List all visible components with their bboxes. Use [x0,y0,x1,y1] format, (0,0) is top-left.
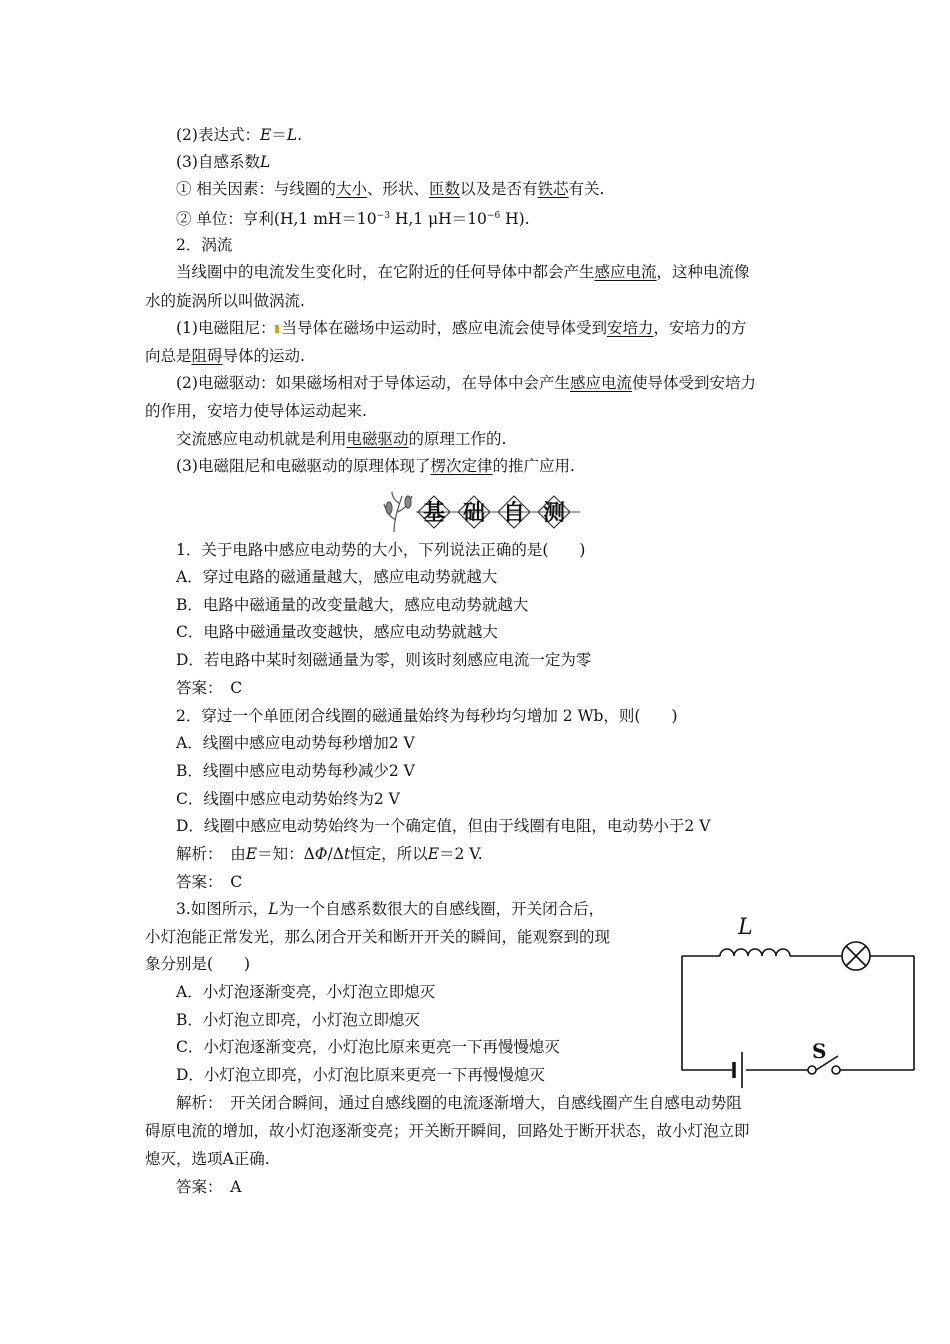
damping-line1: (1)电磁阻尼： 当导体在磁场中运动时，感应电流会使导体受到安培力，安培力的方 [176,319,747,337]
eddy-paragraph-line2: 水的旋涡所以叫做涡流. [145,292,305,310]
plant-decoration-icon [384,492,412,532]
q2-answer: 答案： C [176,873,243,891]
q3-analysis-line2: 碍原电流的增加，故小灯泡逐渐变亮；开关断开瞬间，回路处于断开状态，故小灯泡立即 [145,1122,750,1140]
section-banner-basic-self-test [380,490,585,534]
inductor-label: L [738,915,753,940]
lamp-icon [842,942,870,970]
q3-option-a: A．小灯泡逐渐变亮，小灯泡立即熄灭 [176,983,436,1001]
inductor-icon [720,949,790,956]
banner-char: 础 [462,500,486,526]
driving-line1: (2)电磁驱动：如果磁场相对于导体运动，在导体中会产生感应电流使导体受到安培力 [176,374,756,392]
q1-answer: 答案： C [176,679,243,697]
expression-line: (2)表达式：E＝L. [176,126,303,144]
eddy-paragraph-line1: 当线圈中的电流发生变化时，在它附近的任何导体中都会产生感应电流，这种电流像 [176,263,750,281]
circuit-diagram [676,906,922,1096]
q2-option-a: A．线圈中感应电动势每秒增加2 V [176,734,415,752]
q3-option-d: D．小灯泡立即亮，小灯泡比原来更亮一下再慢慢熄灭 [176,1066,545,1084]
q3-stem-line1: 3.如图所示，L为一个自感系数很大的自感线圈，开关闭合后， [176,900,605,918]
q1-option-b: B．电路中磁通量的改变量越大，感应电动势就越大 [176,596,529,614]
principle-line: (3)电磁阻尼和电磁驱动的原理体现了楞次定律的推广应用. [176,457,575,475]
q3-answer: 答案： A [176,1178,242,1196]
q2-option-c: C．线圈中感应电动势始终为2 V [176,790,400,808]
motor-line: 交流感应电动机就是利用电磁驱动的原理工作的. [176,430,507,448]
self-inductance-heading: (3)自感系数L [176,153,271,171]
q3-analysis-line3: 熄灭，选项A正确. [145,1150,270,1168]
q1-option-c: C．电路中磁通量改变越快，感应电动势就越大 [176,623,498,641]
highlight-mark [275,325,279,333]
q1-option-d: D．若电路中某时刻磁通量为零，则该时刻感应电流一定为零 [176,651,592,669]
banner-char: 基 [422,500,446,526]
banner-char: 自 [502,500,526,526]
damping-line2: 向总是阻碍导体的运动. [145,347,305,365]
factors-line: ① 相关因素：与线圈的大小、形状、匝数以及是否有铁芯有关. [176,180,605,198]
banner-char: 测 [542,500,566,526]
q1-option-a: A．穿过电路的磁通量越大，感应电动势就越大 [176,568,498,586]
q3-stem-line3: 象分别是( ) [145,955,251,973]
q2-analysis: 解析： 由E＝知：ΔΦ/Δt恒定，所以E＝2 V. [176,845,483,863]
q3-stem-line2: 小灯泡能正常发光，那么闭合开关和断开开关的瞬间，能观察到的现 [145,928,611,946]
battery-icon [734,1052,742,1088]
q1-stem: 1．关于电路中感应电动势的大小，下列说法正确的是( ) [176,541,586,559]
q3-analysis-line1: 解析： 开关闭合瞬间，通过自感线圈的电流逐渐增大，自感线圈产生自感电动势阻 [176,1094,742,1112]
q2-option-b: B．线圈中感应电动势每秒减少2 V [176,762,415,780]
switch-label: S [812,1039,827,1063]
unit-line: ② 单位：亨利(H,1 $mH=10^{-3}$ H,1 $\mu H=10^{-6}$ H). [176,210,530,228]
q2-option-d: D．线圈中感应电动势始终为一个确定值，但由于线圈有电阻，电动势小于2 V [176,817,711,835]
eddy-heading: 2．涡流 [176,236,233,254]
driving-line2: 的作用，安培力使导体运动起来. [145,402,367,420]
q3-option-c: C．小灯泡逐渐变亮，小灯泡比原来更亮一下再慢慢熄灭 [176,1038,560,1056]
q2-stem: 2．穿过一个单匝闭合线圈的磁通量始终为每秒均匀增加 2 Wb，则( ) [176,707,678,725]
q3-option-b: B．小灯泡立即亮，小灯泡立即熄灭 [176,1011,420,1029]
